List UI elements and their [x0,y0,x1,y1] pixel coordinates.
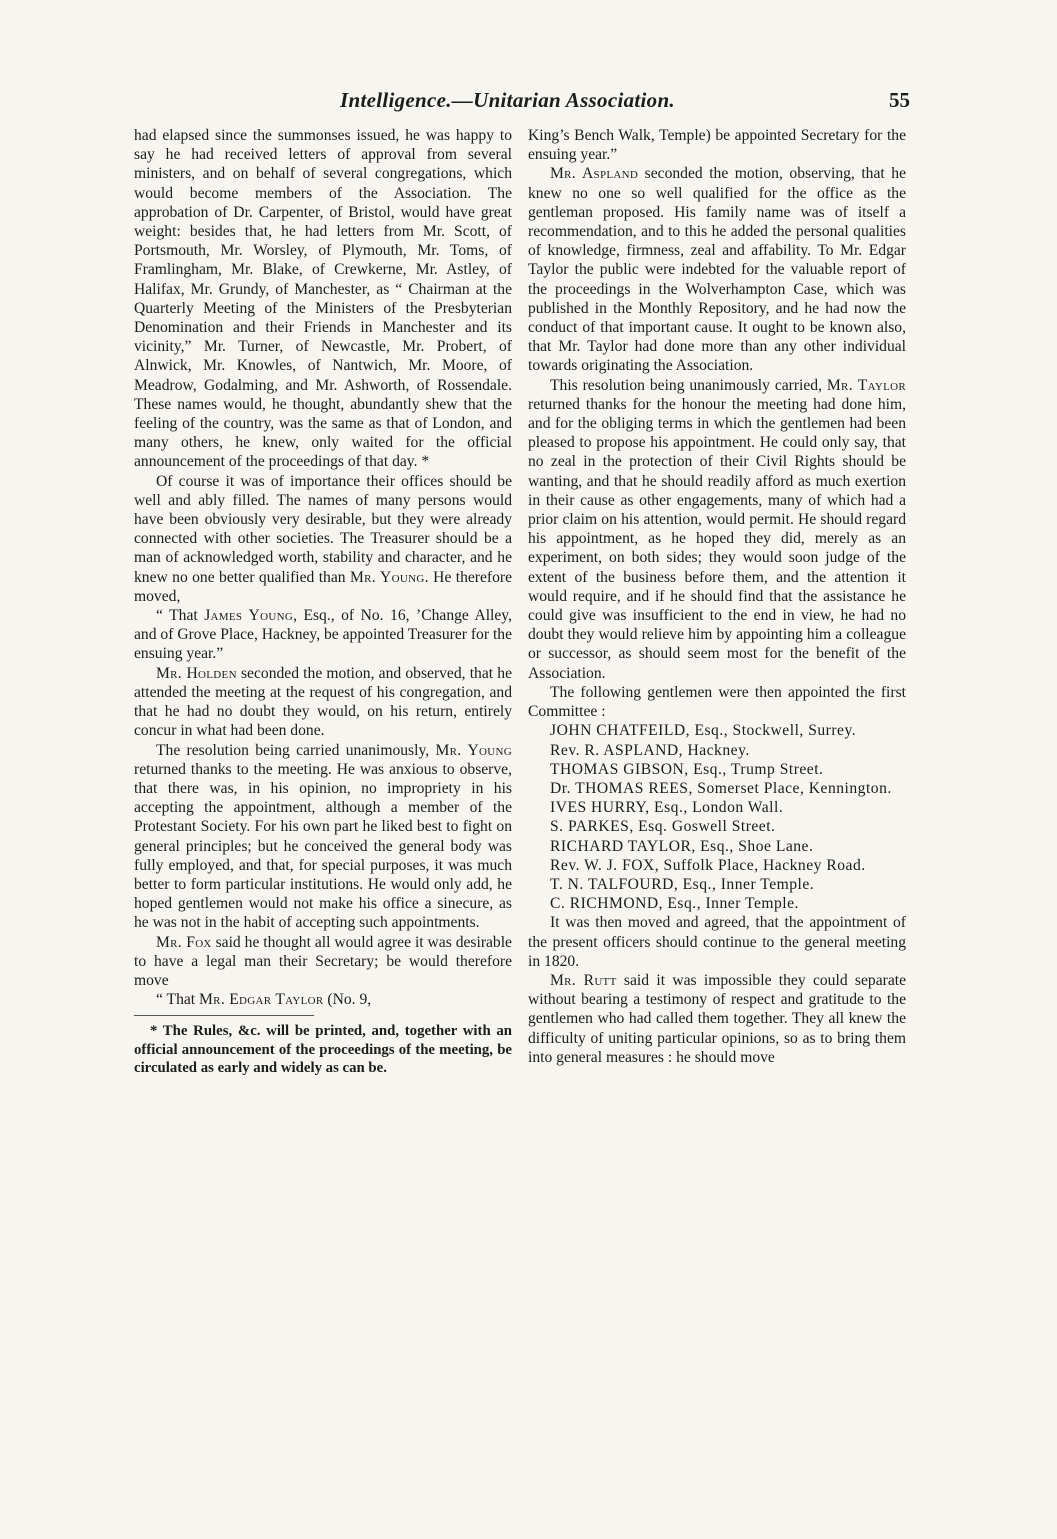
speaker-name: Mr. Fox [156,933,212,951]
text-run: “ That [156,991,200,1009]
committee-member: RICHARD TAYLOR, Esq., Shoe Lane. [550,837,814,855]
footnote [134,1022,512,1078]
right-column [528,126,906,1067]
text-run: “ That [156,607,205,625]
committee-member: C. RICHMOND, Esq., Inner Temple. [550,895,799,913]
paragraph: had elapsed since the summonses issued, he was happy to say he had received letters of approval from several ministers, and on behalf of several congregations, which would become members of the Association. The approbation of Dr. Carpenter, of Bristol, would have great weight: besides that, he had letters from Mr. Scott, of Portsmouth, Mr. Worsley, of Plymouth, Mr. Toms, of Framlingham, Mr. Blake, of Crewkerne, Mr. Astley, of Halifax, Mr. Grundy, of Manchester, as “ Chairman at the Quarterly Meeting of the Ministers of the Presbyterian Denomination and their Friends in Manchester and its vicinity,” Mr. Turner, of Newcastle, Mr. Probert, of Alnwick, Mr. Knowles, of Nantwich, Mr. Moore, of Meadrow, Godalming, and Mr. Ashworth, of Rossendale. These names would, he thought, abundantly shew that the feeling of the country, was the same as that of London, and many others, he knew, only waited for the official announcement of the proceedings of that day. * [134,127,512,471]
footnote-text: * The Rules, &c. will be printed, and, together with an official announcement of the proceedings of the meeting, be circulated as early and widely as can be. [134,1023,512,1077]
committee-member: JOHN CHATFEILD, Esq., Stockwell, Surrey. [550,722,857,740]
footnote-divider [134,1015,314,1016]
text-run: This resolution being unanimously carried, [550,376,827,394]
committee-member: Rev. R. ASPLAND, Hackney. [550,741,750,759]
speaker-name: Mr. Aspland [550,165,639,183]
text-run: seconded the motion, observing, that he knew no one so well qualified for the office as the gentleman proposed. His family name was of itself a recommendation, and to this he added the personal qualities of knowledge, firmness, zeal and affability. To Mr. Edgar Taylor the public were indebted for the valuable report of the proceedings in the Wolverhampton Case, which was published in the Monthly Repository, and he had now the conduct of that important cause. It ought to be known also, that Mr. Taylor had done more than any other individual towards originating the Association. [528,165,906,375]
page-number: 55 [889,88,910,112]
text-run: said it was impossible they could separate without bearing a testimony of respect and gratitude to the gentlemen who had called them together. They all knew the difficulty of uniting particular opinions, so as to bring them into general measures : he should move [528,971,907,1066]
committee-member: Dr. THOMAS REES, Somerset Place, Kennington. [550,779,892,797]
paragraph [528,376,906,683]
committee-member: Rev. W. J. FOX, Suffolk Place, Hackney Road. [550,856,866,874]
paragraph: It was then moved and agreed, that the appointment of the present officers should continue to the general meeting in 1820. [528,914,906,970]
person-name: Mr. Edgar Taylor [199,991,324,1009]
text-run: returned thanks to the meeting. He was anxious to observe, that there was, in his opinion, no impropriety in his accepting the appointment, although a member of the Protestant Society. For his own part he liked best to fight on general principles; but he conceived the general body was fully employed, and that, for special purposes, it was much better to form particular institutions. He would only add, he hoped gentlemen would not make his office a sinecure, as he was not in the habit of accepting such appointments. [134,760,512,932]
text-run: seconded the motion, and observed, that he attended the meeting at the request of his congregation, and that he had no doubt they would, on his return, entirely concur in what had been done. [134,664,513,740]
paragraph [528,164,906,375]
speaker-name: Mr. Young. [349,568,429,586]
speaker-name: Mr. Rutt [550,971,617,989]
committee-list [528,721,906,913]
text-run: said he thought all would agree it was desirable to have a legal man their Secretary; be would therefore move [134,933,512,989]
committee-member: T. N. TALFOURD, Esq., Inner Temple. [550,875,815,893]
speaker-name: Mr. Taylor [826,376,906,394]
running-title: Intelligence.—Unitarian Association. [340,88,675,112]
text-run: He therefore moved, [134,568,513,605]
text-run: returned thanks for the honour the meeting had done him, and for the obliging terms in which the gentlemen had been pleased to propose his appointment. He could only say, that no zeal in the protection of their Civil Rights should be wanting, and that he should readily afford as much exertion in their cause as other engagements, many of which had a prior claim on his attention, would permit. He should regard his appointment, as he hoped they did, merely as an experiment, on both sides; they would soon judge of the extent of the business before them, and the attention it would require, and if he should find that the assistance he could give was insufficient to the end in view, he had no doubt they would relieve him by appointing him a colleague or successor, as should seem most for the benefit of the Association. [528,395,906,682]
committee-member: THOMAS GIBSON, Esq., Trump Street. [550,760,824,778]
paragraph [134,741,512,933]
paragraph [134,933,512,991]
text-run: , Esq., of No. 16, ’Change Alley, and of Grove Place, Hackney, be appointed Treasurer for the ensuing year.” [134,607,512,663]
paragraph [134,990,512,1009]
paragraph: King’s Bench Walk, Temple) be appointed Secretary for the ensuing year.” [528,127,906,164]
committee-member: S. PARKES, Esq. Goswell Street. [550,818,776,836]
committee-member: IVES HURRY, Esq., London Wall. [550,799,784,817]
paragraph [528,971,906,1067]
paragraph [134,664,512,741]
paragraph: The following gentlemen were then appointed the first Committee : [528,683,906,721]
left-column [134,126,512,1078]
speaker-name: Mr. Young [435,741,512,759]
text-run: Of course it was of importance their offices should be well and ably filled. The names of many persons would have been obviously very desirable, but they were already connected with other societies. The Treasurer should be a man of acknowledged worth, stability and character, and he knew no one better qualified than [134,472,512,586]
paragraph [134,472,512,606]
person-name: James Young [204,607,294,625]
text-run: The resolution being carried unanimously, [156,741,436,759]
speaker-name: Mr. Holden [156,664,237,682]
paragraph [134,606,512,664]
running-header [130,88,910,120]
text-run: (No. 9, [323,991,372,1009]
